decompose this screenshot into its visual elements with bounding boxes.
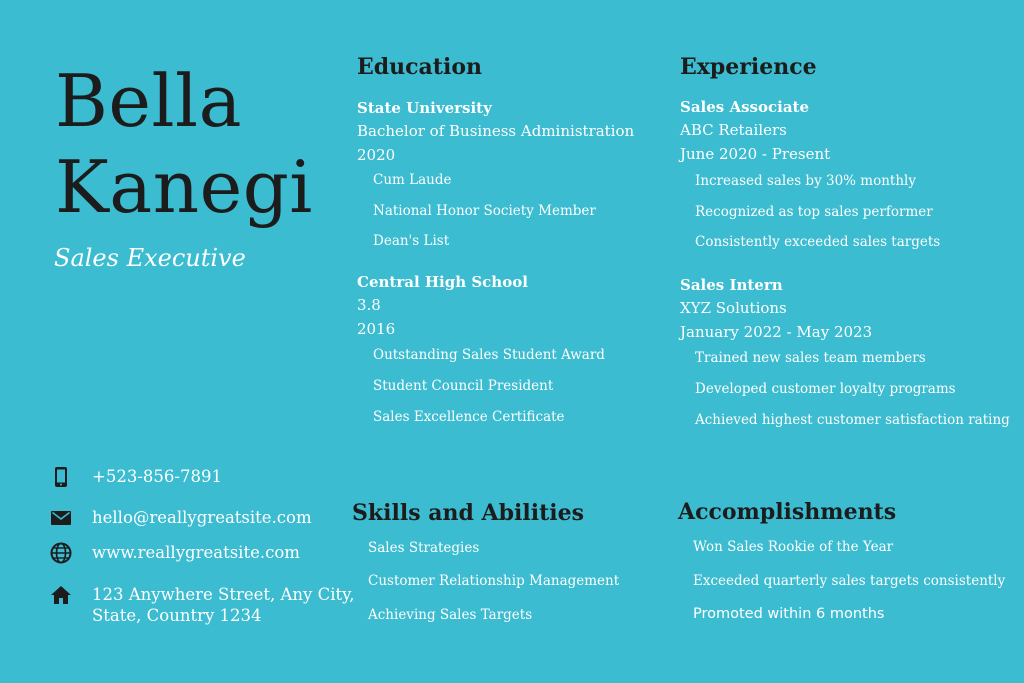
address-text [92,584,355,626]
experience-bullet: Achieved highest customer satisfaction rating [695,412,1010,428]
website-link[interactable]: www.reallygreatsite.com [92,543,300,562]
education-school: Central High School [357,273,528,291]
education-year: 2016 [357,320,396,338]
education-school: State University [357,99,492,117]
experience-company: XYZ Solutions [680,299,787,317]
experience-position: Sales Associate [680,98,810,116]
education-bullet: Student Council President [373,378,554,394]
skill-item: Sales Strategies [368,540,480,556]
experience-bullet: Developed customer loyalty programs [695,381,956,397]
experience-dates: June 2020 - Present [680,145,831,163]
education-bullet: National Honor Society Member [373,203,596,219]
experience-dates: January 2022 - May 2023 [680,323,873,341]
experience-bullet: Increased sales by 30% monthly [695,173,916,189]
education-year: 2020 [357,146,396,164]
email-link[interactable]: hello@reallygreatsite.com [92,508,312,527]
job-title: Sales Executive [54,244,246,272]
contact-phone [50,466,222,488]
experience-bullet: Trained new sales team members [695,350,926,366]
education-gpa: 3.8 [357,296,381,314]
experience-bullet: Consistently exceeded sales targets [695,234,941,250]
education-bullet: Cum Laude [373,172,452,188]
education-bullet: Outstanding Sales Student Award [373,347,605,363]
education-degree: Bachelor of Business Administration [357,122,635,140]
education-heading: Education [357,54,482,80]
accomplishments-heading: Accomplishments [678,499,897,525]
experience-company: ABC Retailers [680,121,787,139]
experience-bullet: Recognized as top sales performer [695,204,933,220]
home-icon [50,584,72,606]
globe-icon [50,542,72,564]
phone-number: +523-856-7891 [92,467,222,486]
contact-email [50,507,312,529]
last-name: Kanegi [55,145,313,229]
mail-icon [50,507,72,529]
education-bullet: Sales Excellence Certificate [373,409,565,425]
experience-heading: Experience [680,54,817,80]
skill-item: Achieving Sales Targets [368,607,533,623]
accomplishment-item: Won Sales Rookie of the Year [693,539,894,555]
accomplishment-item: Exceeded quarterly sales targets consistently [693,573,1006,589]
education-bullet: Dean's List [373,233,450,249]
skills-heading: Skills and Abilities [352,500,584,526]
skill-item: Customer Relationship Management [368,573,620,589]
first-name: Bella [55,59,242,143]
address-line: State, Country 1234 [92,606,262,625]
candidate-name [55,58,313,230]
contact-address [50,584,355,626]
address-line: 123 Anywhere Street, Any City, [92,585,355,604]
contact-website [50,542,300,564]
experience-position: Sales Intern [680,276,783,294]
phone-icon [50,466,72,488]
accomplishment-item: Promoted within 6 months [693,606,885,622]
